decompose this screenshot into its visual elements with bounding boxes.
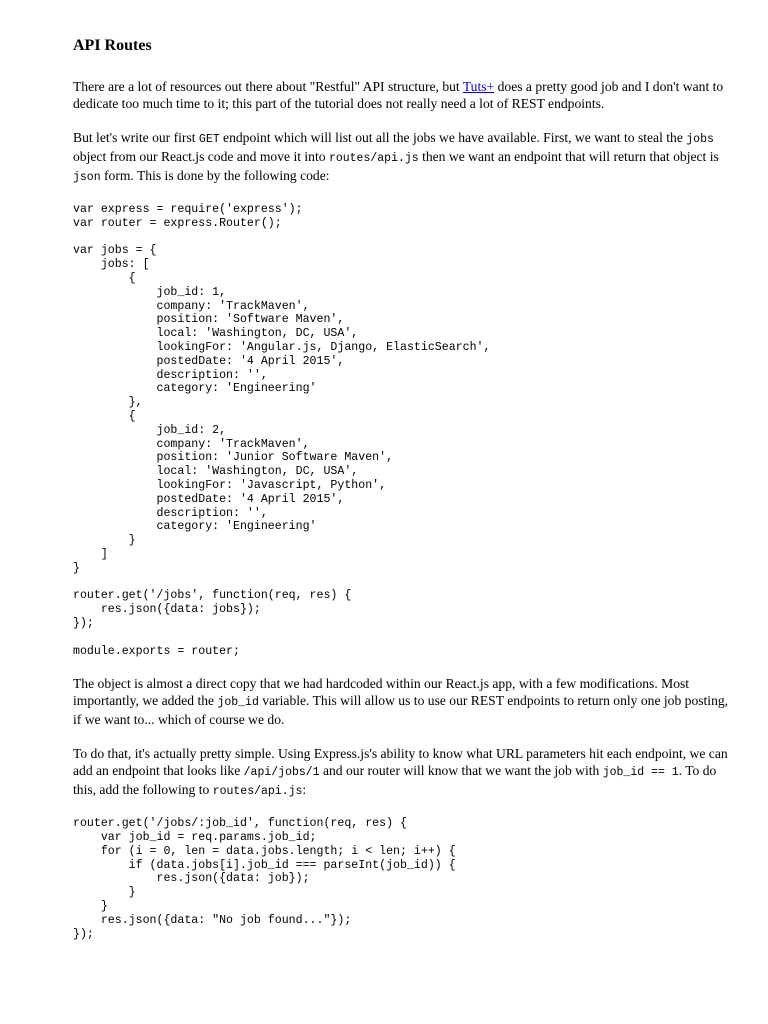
text: then we want an endpoint that will return that object is [418,149,719,164]
tutsplus-link[interactable]: Tuts+ [462,79,495,94]
text: To do that, it's actually pretty simple. Using Express.js's ability to know what URL parameters hit each endpoint, we can add an endpoint that looks like [73,746,728,779]
text: The object is almost a direct copy that we had hardcoded within our React.js app, with a few modifications. Most importantly, we added the [73,676,690,709]
text: and our router will know that we want the job with [319,763,603,779]
inline-code-get: GET [198,133,220,146]
inline-code-routes-api-2: routes/api.js [212,785,303,799]
inline-code-json: json [73,171,101,184]
inline-code-job-id-eq: job_id == 1 [602,766,679,780]
text: form. This is done by the following code: [100,168,330,183]
inline-code-jobs: jobs [686,133,714,146]
get-endpoint-paragraph [73,129,733,186]
inline-code-routes-api: routes/api.js [328,152,419,165]
inline-code-api-jobs-1: /api/jobs/1 [243,766,320,780]
intro-text-before: There are a lot of resources out there about "Restful" API structure, but [73,79,463,94]
code-block-jobs-router: var express = require('express'); var router = express.Router(); var jobs = { jobs: [ { job_id: 1, company: 'TrackMaven', position: 'Software Maven', local: 'Washington, DC, USA', lookingFor: 'Angular.js, Django, ElasticSearch', postedDate: '4 April 2015', description: '', category: 'Engineering' }, { job_id: 2, company: 'TrackMaven', position: 'Junior Software Maven', local: 'Washington, DC, USA', lookingFor: 'Javascript, Python', postedDate: '4 April 2015', description: '', category: 'Engineering' } ] } router.get('/jobs', function(req, res) { res.json({data: jobs}); }); module.exports = router; [73,203,491,658]
text: But let's write our first [73,130,199,145]
text: . To do this, add the following to [73,763,717,798]
text: variable. This will allow us to use our REST endpoints to return only one job posting, if we want to... which of course we do. [73,693,729,728]
code-block-job-by-id: router.get('/jobs/:job_id', function(req, res) { var job_id = req.params.job_id; for (i = 0, len = data.jobs.length; i < len; i++) { if (data.jobs[i].job_id === parseInt(job_id)) { res.json({data: job}); } } res.json({data: "No job found..."}); }); [73,817,456,941]
inline-code-job-id: job_id [217,696,259,710]
text: object from our React.js code and move it into [73,149,329,164]
text: : [302,782,307,798]
section-heading: API Routes [73,37,152,54]
text: endpoint which will list out all the jobs we have available. First, we want to steal the [219,130,687,145]
intro-paragraph [73,78,733,112]
object-copy-paragraph [73,675,733,728]
url-params-paragraph [73,745,733,800]
intro-text-after: does a pretty good job and I don't want to dedicate too much time to it; this part of the tutorial does not really need a lot of REST endpoints. [73,79,724,111]
